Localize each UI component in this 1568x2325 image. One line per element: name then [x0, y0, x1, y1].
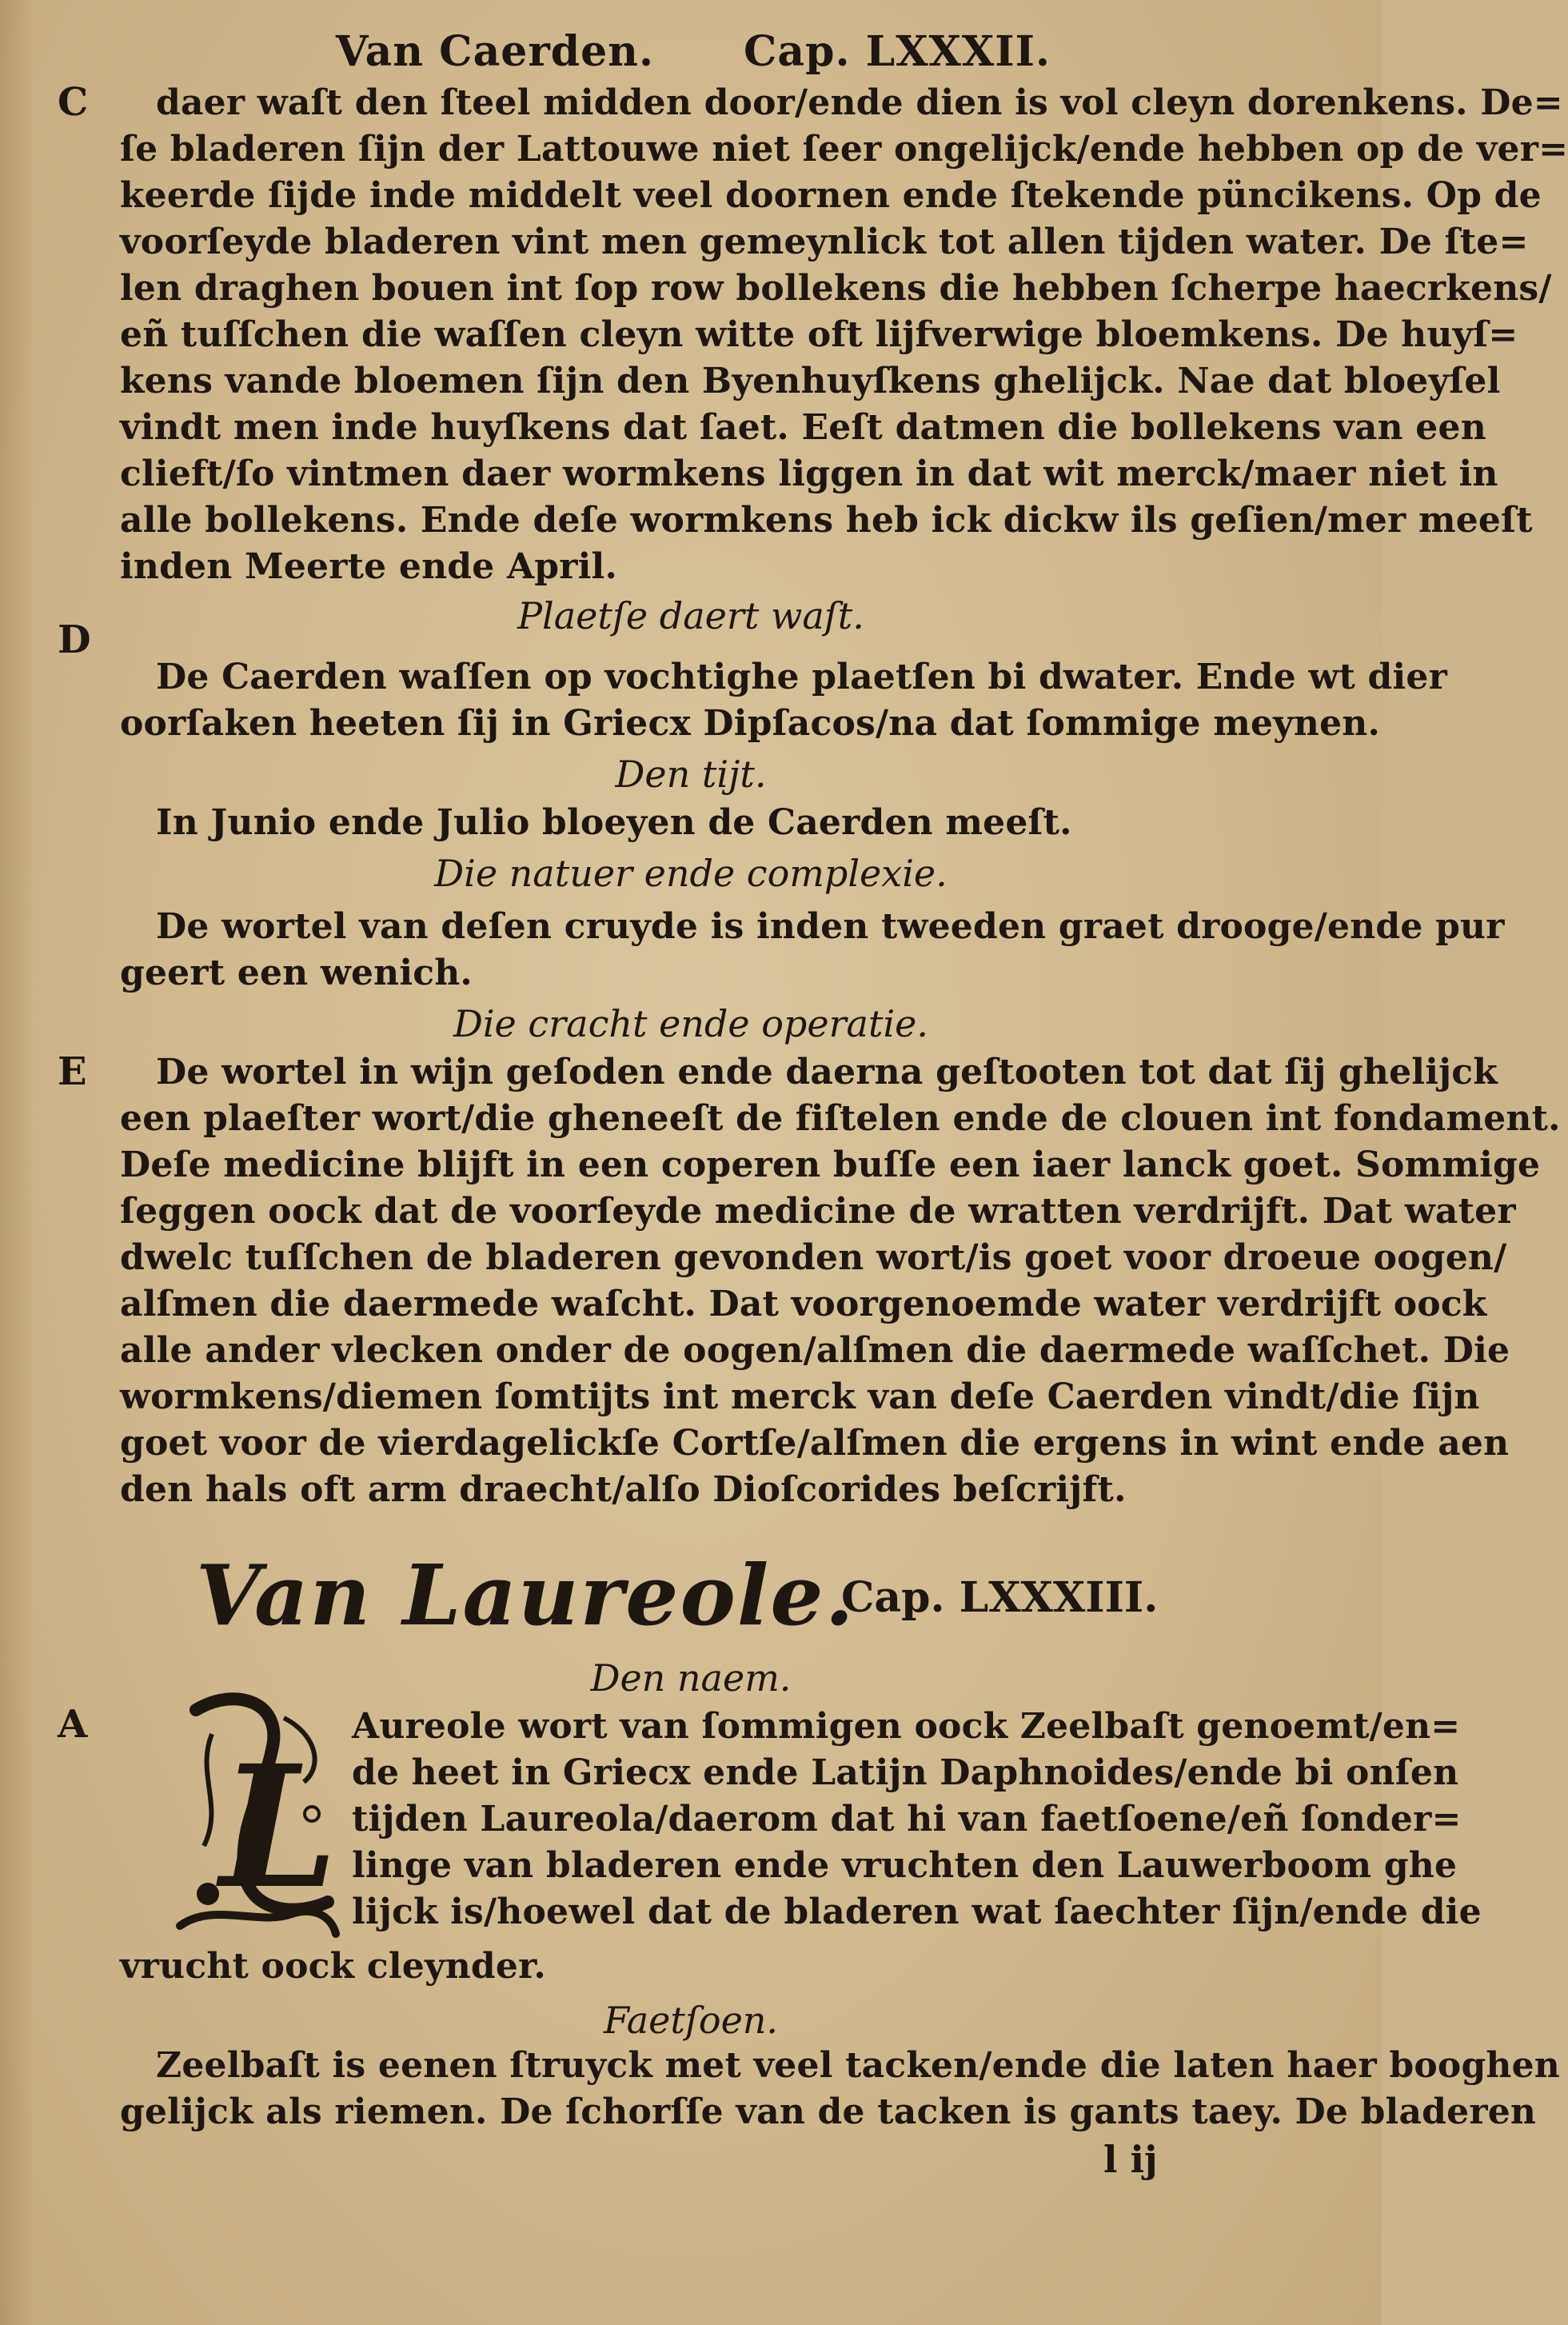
text-line: eñ tuſſchen die waſſen cleyn witte oft lijfverwige bloemkens. De huyſ= — [120, 314, 1518, 355]
section-heading: Die cracht ende operatie. — [453, 1002, 929, 1045]
text-line: vrucht oock cleynder. — [120, 1946, 546, 1987]
text-line: In Junio ende Julio bloeyen de Caerden meeſt. — [156, 802, 1072, 843]
text-line: ſeggen oock dat de voorſeyde medicine de wratten verdrijft. Dat water — [120, 1191, 1516, 1232]
margin-marker-c: C — [58, 80, 89, 125]
ornamental-drop-cap — [164, 1686, 344, 1950]
section-heading: Die natuer ende complexie. — [434, 852, 948, 895]
margin-marker-e: E — [58, 1049, 87, 1094]
text-line: geert een wenich. — [120, 953, 473, 993]
text-line: keerde ſijde inde middelt veel doornen ende ſtekende püncikens. Op de — [120, 175, 1542, 216]
section-heading: Den naem. — [590, 1656, 792, 1700]
text-line: linge van bladeren ende vruchten den Lauwerboom ghe — [352, 1845, 1458, 1886]
section-heading: Faetſoen. — [603, 1999, 779, 2042]
text-line: alle ander vlecken onder de oogen/alſmen die daermede waſſchet. Die — [120, 1330, 1510, 1371]
text-line: alle bollekens. Ende deſe wormkens heb ick dickw ils geſien/mer meeſt — [120, 500, 1533, 541]
text-line: dwelc tuſſchen de bladeren gevonden wort/is goet voor droeue oogen/ — [120, 1237, 1507, 1278]
text-line: oorſaken heeten ſij in Griecx Dipſacos/na dat ſommige meynen. — [120, 703, 1381, 744]
text-line: een plaeſter wort/die gheneeſt de fiſtelen ende de clouen int fondament. — [120, 1098, 1561, 1139]
text-line: tijden Laureola/daerom dat hi van faetſoene/eñ ſonder= — [352, 1799, 1462, 1840]
text-line: wormkens/diemen ſomtijts int merck van deſe Caerden vindt/die ſijn — [120, 1376, 1480, 1417]
section-heading: Den tijt. — [615, 753, 767, 796]
margin-marker-d: D — [58, 617, 91, 662]
text-line: kens vande bloemen ſijn den Byenhuyſkens ghelijck. Nae dat bloeyſel — [120, 361, 1501, 401]
text-line: Zeelbaſt is eenen ſtruyck met veel tacken/ende die laten haer booghen — [156, 2045, 1560, 2086]
margin-marker-a: A — [58, 1702, 88, 1747]
text-line: De wortel van deſen cruyde is inden tweeden graet drooge/ende pur — [156, 906, 1505, 947]
text-line: lijck is/hoewel dat de bladeren wat ſaechter ſijn/ende die — [352, 1892, 1482, 1932]
text-line: De Caerden waſſen op vochtighe plaetſen bi dwater. Ende wt dier — [156, 657, 1447, 697]
header-title: Van Caerden. — [336, 27, 655, 76]
text-line: daer waſt den ſteel midden door/ende dien is vol cleyn dorenkens. De= — [156, 82, 1563, 123]
text-line: clieft/ſo vintmen daer wormkens liggen in dat wit merck/maer niet in — [120, 453, 1498, 494]
header-chapter: Cap. LXXXII. — [744, 27, 1051, 76]
text-line: ſe bladeren ſijn der Lattouwe niet ſeer ongelijck/ende hebben op de ver= — [120, 129, 1568, 170]
page-binding-shadow — [0, 0, 32, 2325]
text-line: voorſeyde bladeren vint men gemeynlick tot allen tijden water. De ſte= — [120, 222, 1529, 262]
drop-cap-letter: L — [220, 1728, 338, 1926]
signature-mark: l ij — [1103, 2138, 1158, 2181]
text-line: vindt men inde huyſkens dat ſaet. Eeſt datmen die bollekens van een — [120, 407, 1486, 448]
chapter-title: Van Laureole. — [196, 1546, 856, 1644]
text-line: den hals oft arm draecht/alſo Dioſcorides beſcrijft. — [120, 1469, 1127, 1510]
text-line: len draghen bouen int ſop row bollekens die hebben ſcherpe haecrkens/ — [120, 268, 1552, 309]
text-line: Deſe medicine blijft in een coperen buſſe een iaer lanck goet. Sommige — [120, 1145, 1541, 1185]
text-line: goet voor de vierdagelickſe Cortſe/alſmen die ergens in wint ende aen — [120, 1423, 1510, 1464]
running-header — [0, 19, 1382, 83]
text-line: alſmen die daermede waſcht. Dat voorgenoemde water verdrijft oock — [120, 1284, 1487, 1324]
text-line: De wortel in wijn geſoden ende daerna geſtooten tot dat ſij ghelijck — [156, 1052, 1498, 1093]
section-heading: Plaetſe daert waſt. — [517, 594, 864, 637]
text-line: inden Meerte ende April. — [120, 546, 617, 587]
text-line: gelijck als riemen. De ſchorſſe van de tacken is gants taey. De bladeren — [120, 2091, 1537, 2132]
text-line: de heet in Griecx ende Latijn Daphnoides/ende bi onſen — [352, 1752, 1459, 1793]
text-line: Aureole wort van ſommigen oock Zeelbaſt genoemt/en= — [352, 1706, 1461, 1747]
chapter-number: Cap. LXXXIII. — [841, 1573, 1159, 1622]
